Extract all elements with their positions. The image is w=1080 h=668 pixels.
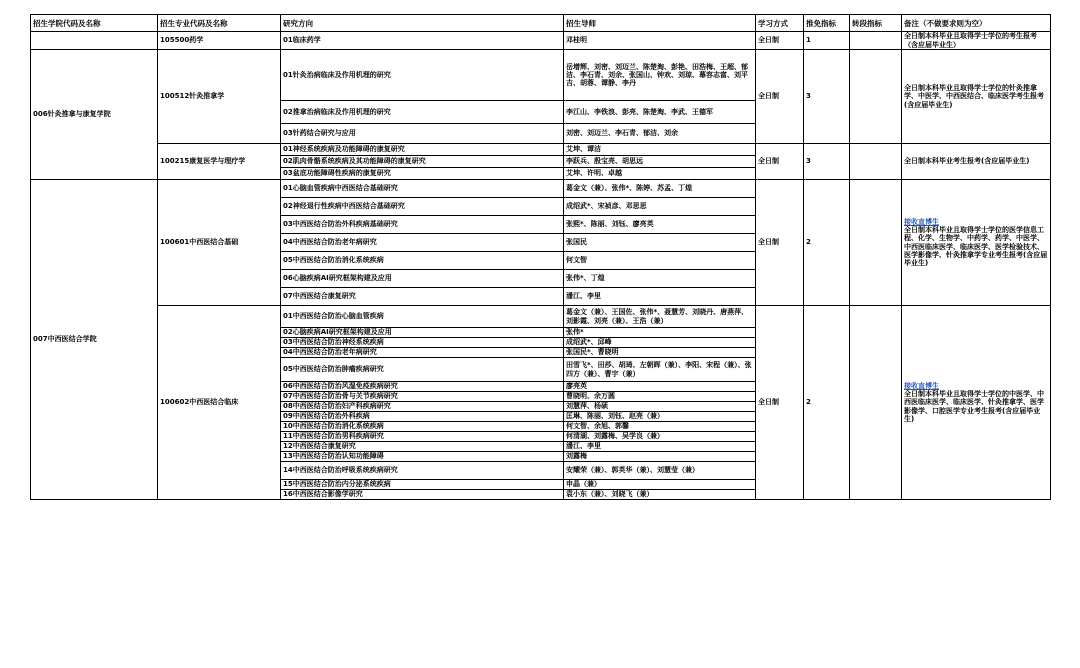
advisor-cell: 安耀荣（兼）、郭英华（兼）、刘慧莹（兼） <box>564 462 756 480</box>
note-cell <box>902 50 1051 144</box>
direction-cell: 03针药结合研究与应用 <box>281 124 564 144</box>
major-cell: 105500药学 <box>158 32 281 50</box>
advisor-cell: 李跃兵、殷宝亮、胡思远 <box>564 156 756 168</box>
advisor-cell: 成绍武*、邱峰 <box>564 338 756 348</box>
advisor-cell: 潘江、李里 <box>564 288 756 306</box>
table-row <box>31 144 1051 156</box>
direct-phd-link[interactable]: 接收直博生 <box>904 217 939 226</box>
advisor-cell: 刘露梅 <box>564 452 756 462</box>
study-mode-cell: 全日制 <box>756 144 804 180</box>
advisor-cell: 张伟*、丁煌 <box>564 270 756 288</box>
advisor-cell: 葛金文（兼）、张伟*、陈婷、苏孟、丁煌 <box>564 180 756 198</box>
direction-cell: 05中西医结合防治消化系统疾病 <box>281 252 564 270</box>
direction-cell: 01中西医结合防治心脑血管疾病 <box>281 306 564 328</box>
table-row <box>31 32 1051 50</box>
admissions-table <box>30 14 1051 500</box>
direct-phd-link[interactable]: 接收直博生 <box>904 381 939 390</box>
note-text: 全日制本科毕业考生报考(含应届毕业生) <box>904 157 1030 166</box>
major-cell: 100602中西医结合临床 <box>158 306 281 500</box>
transfer-quota-cell <box>850 144 902 180</box>
direction-cell: 13中西医结合防治认知功能障碍 <box>281 452 564 462</box>
note-cell <box>902 32 1051 50</box>
advisor-cell: 何清湖、刘露梅、吴学良（兼） <box>564 432 756 442</box>
college-cell: 006针灸推拿与康复学院 <box>31 50 158 180</box>
advisor-cell: 申晶（兼） <box>564 480 756 490</box>
advisor-cell: 张国民*、曹晓明 <box>564 348 756 358</box>
table-header <box>31 15 1051 32</box>
direction-cell: 03中西医结合防治外科疾病基础研究 <box>281 216 564 234</box>
direction-cell: 01心脑血管疾病中西医结合基础研究 <box>281 180 564 198</box>
direction-cell: 06中西医结合防治风湿免疫疾病研究 <box>281 382 564 392</box>
table-row <box>31 50 1051 101</box>
note-text: 全日制本科毕业且取得学士学位的针灸推拿学、中医学、中西医结合、临床医学考生报考(含应届毕业生) <box>904 84 1044 109</box>
advisor-cell: 张伟* <box>564 328 756 338</box>
direction-cell: 03盆底功能障碍性疾病的康复研究 <box>281 168 564 180</box>
recommend-quota-cell: 3 <box>804 144 850 180</box>
direction-cell: 01神经系统疾病及功能障碍的康复研究 <box>281 144 564 156</box>
direction-cell: 04中西医结合防治老年病研究 <box>281 234 564 252</box>
header-major: 招生专业代码及名称 <box>158 15 281 32</box>
college-cell <box>31 32 158 50</box>
header-recommend-quota: 推免指标 <box>804 15 850 32</box>
advisor-cell: 田雪飞*、田莎、胡琦、左朝晖（兼）、李阳、宋程（兼）、张四方（兼）、曹宇（兼） <box>564 358 756 382</box>
direction-cell: 07中西医结合康复研究 <box>281 288 564 306</box>
direction-cell: 14中西医结合防治呼吸系统疾病研究 <box>281 462 564 480</box>
direction-cell: 09中西医结合防治外科疾病 <box>281 412 564 422</box>
direction-cell: 07中西医结合防治骨与关节疾病研究 <box>281 392 564 402</box>
study-mode-cell: 全日制 <box>756 180 804 306</box>
direction-cell: 15中西医结合防治内分泌系统疾病 <box>281 480 564 490</box>
direction-cell: 01针灸治病临床及作用机理的研究 <box>281 50 564 101</box>
header-advisor: 招生导师 <box>564 15 756 32</box>
direction-cell: 02肌肉骨骼系统疾病及其功能障碍的康复研究 <box>281 156 564 168</box>
header-direction: 研究方向 <box>281 15 564 32</box>
advisor-cell: 何文智 <box>564 252 756 270</box>
study-mode-cell: 全日制 <box>756 306 804 500</box>
header-row <box>31 15 1051 32</box>
direction-cell: 08中西医结合防治妇产科疾病研究 <box>281 402 564 412</box>
advisor-cell: 葛金文（兼）、王国佐、张伟*、聂慧芳、刘晓丹、唐燕萍、刘影霞、刘亮（兼）、王浩（兼） <box>564 306 756 328</box>
note-text: 全日制本科毕业且取得学士学位的中医学、中西医临床医学、临床医学、针灸推拿学、医学影像学、口腔医学专业考生报考(含应届毕业生) <box>904 390 1044 423</box>
note-cell <box>902 144 1051 180</box>
direction-cell: 06心脑疾病AI研究框架构建及应用 <box>281 270 564 288</box>
header-college: 招生学院代码及名称 <box>31 15 158 32</box>
transfer-quota-cell <box>850 180 902 306</box>
direction-cell: 12中西医结合康复研究 <box>281 442 564 452</box>
advisor-cell: 廖亮英 <box>564 382 756 392</box>
major-cell: 100601中西医结合基础 <box>158 180 281 306</box>
advisor-cell: 张熙*、陈丽、刘钰、廖亮英 <box>564 216 756 234</box>
direction-cell: 02神经退行性疾病中西医结合基础研究 <box>281 198 564 216</box>
table-body <box>31 32 1051 500</box>
direction-cell: 10中西医结合防治消化系统疾病 <box>281 422 564 432</box>
direction-cell: 03中西医结合防治神经系统疾病 <box>281 338 564 348</box>
advisor-cell: 曹晓明、余万圆 <box>564 392 756 402</box>
transfer-quota-cell <box>850 50 902 144</box>
direction-cell: 11中西医结合防治男科疾病研究 <box>281 432 564 442</box>
advisor-cell: 何文智、余旭、郭馨 <box>564 422 756 432</box>
college-cell: 007中西医结合学院 <box>31 180 158 500</box>
advisor-cell: 邓桂明 <box>564 32 756 50</box>
recommend-quota-cell: 3 <box>804 50 850 144</box>
recommend-quota-cell: 1 <box>804 32 850 50</box>
direction-cell: 02心脑疾病AI研究框架构建及应用 <box>281 328 564 338</box>
advisor-cell: 成绍武*、宋祯彦、邓思思 <box>564 198 756 216</box>
note-text: 全日制本科毕业且取得学士学位的医学信息工程、化学、生物学、中药学、药学、中医学、中西医临床医学、临床医学、医学检验技术、医学影像学、针灸推拿学专业考生报考(含应届毕业生) <box>904 225 1048 268</box>
major-cell: 100512针灸推拿学 <box>158 50 281 144</box>
advisor-cell: 艾坤、谭洁 <box>564 144 756 156</box>
advisor-cell: 岳增辉、刘密、刘迈兰、陈楚淘、彭艳、田浩梅、王超、郁洁、李石青、刘余、张国山、钟欢、刘琼、幕容志富、刘平吉、胡蓉、谭静、李丹 <box>564 50 756 101</box>
advisor-cell: 潘江、李里 <box>564 442 756 452</box>
table-row <box>31 306 1051 328</box>
note-cell <box>902 180 1051 306</box>
direction-cell: 05中西医结合防治肿瘤疾病研究 <box>281 358 564 382</box>
recommend-quota-cell: 2 <box>804 306 850 500</box>
header-study-mode: 学习方式 <box>756 15 804 32</box>
recommend-quota-cell: 2 <box>804 180 850 306</box>
study-mode-cell: 全日制 <box>756 50 804 144</box>
advisor-cell: 刘慧萍、杨硕 <box>564 402 756 412</box>
study-mode-cell: 全日制 <box>756 32 804 50</box>
advisor-cell: 匡琳、陈丽、刘钰、赵亮（兼） <box>564 412 756 422</box>
transfer-quota-cell <box>850 306 902 500</box>
header-transfer-quota: 转段指标 <box>850 15 902 32</box>
header-note: 备注（不做要求则为空） <box>902 15 1051 32</box>
advisor-cell: 李江山、李铁浪、彭亮、陈楚淘、李武、王德军 <box>564 101 756 124</box>
table-row <box>31 180 1051 198</box>
advisor-cell: 艾坤、许明、卓越 <box>564 168 756 180</box>
note-text: 全日制本科毕业且取得学士学位的考生报考（含应届毕业生） <box>904 32 1037 49</box>
transfer-quota-cell <box>850 32 902 50</box>
direction-cell: 02推拿治病临床及作用机理的研究 <box>281 101 564 124</box>
note-cell <box>902 306 1051 500</box>
direction-cell: 01临床药学 <box>281 32 564 50</box>
direction-cell: 04中西医结合防治老年病研究 <box>281 348 564 358</box>
advisor-cell: 袁小东（兼）、刘晓飞（兼） <box>564 490 756 500</box>
major-cell: 100215康复医学与理疗学 <box>158 144 281 180</box>
advisor-cell: 刘密、刘迈兰、李石青、郁洁、刘余 <box>564 124 756 144</box>
advisor-cell: 张国民 <box>564 234 756 252</box>
direction-cell: 16中西医结合影像学研究 <box>281 490 564 500</box>
